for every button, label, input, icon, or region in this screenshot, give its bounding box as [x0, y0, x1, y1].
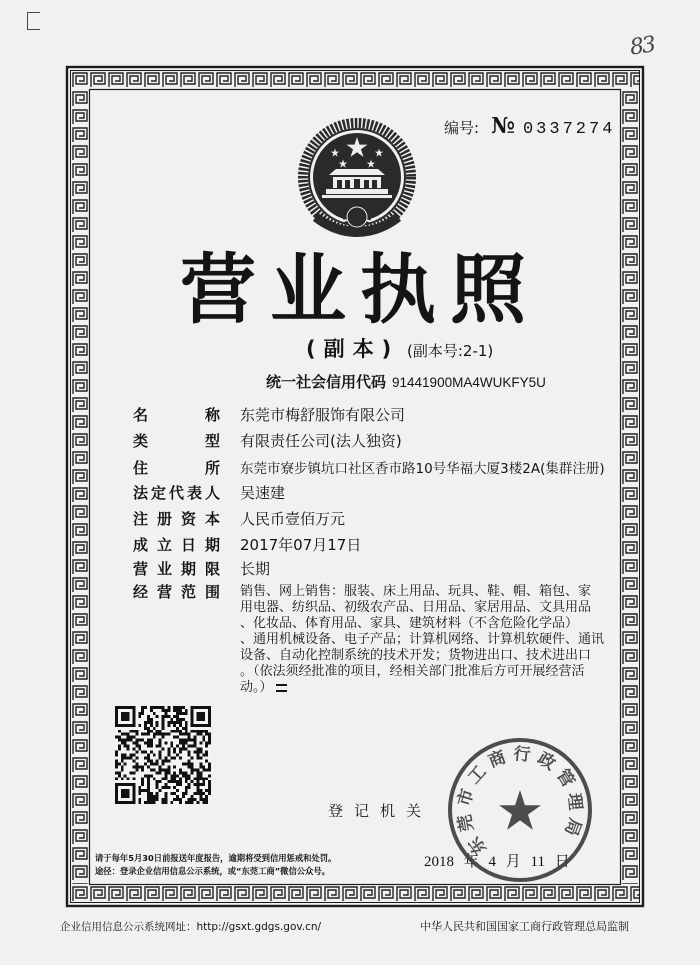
official-seal-icon: [440, 730, 600, 890]
registration-authority-label: 登记机关: [328, 802, 433, 820]
business-scope-line: 设备、自动化控制系统的技术开发；货物进出口、技术进出口: [240, 648, 592, 663]
end-mark: [276, 684, 287, 692]
business-scope: [240, 584, 610, 696]
seal-star: [499, 790, 541, 830]
business-scope-line: 、通用机械设备、电子产品；计算机网络、计算机软硬件、通讯: [240, 632, 605, 647]
numero-sign: №: [491, 113, 515, 139]
issue-date: 2018 年 4 月 11 日: [424, 854, 570, 870]
business-scope-line: 销售、网上销售：服装、床上用品、玩具、鞋、帽、箱包、家: [240, 584, 592, 599]
address-label: 住所: [133, 459, 220, 477]
annual-report-notice: [95, 852, 336, 878]
name-label: 名称: [133, 406, 220, 424]
type-value: 有限责任公司(法人独资): [240, 432, 402, 450]
handwritten-note: 83: [628, 32, 656, 61]
type-label: 类型: [133, 432, 220, 450]
credit-code-value: 91441900MA4WUKFY5U: [392, 375, 546, 390]
business-scope-last-line: [240, 680, 610, 696]
legal-representative-label: 法定代表人: [133, 484, 220, 502]
business-scope-label: 经营范围: [133, 583, 220, 601]
business-scope-line: 、化妆品、体育用品、家具、建筑材料（不含危险化学品）: [240, 616, 579, 631]
address-value: 东莞市寮步镇坑口社区香市路10号华福大厦3楼2A(集群注册): [240, 461, 605, 477]
business-scope-line: 用电器、纺织品、初级农产品、日用品、家居用品、文具用品: [240, 600, 592, 615]
seal-text: 东莞市工商行政管理局: [453, 744, 586, 859]
serial-label: 编号:: [444, 119, 480, 137]
credit-code-label: 统一社会信用代码: [266, 373, 387, 391]
notice-line: 途径：登录企业信用信息公示系统，或“东莞工商”微信公众号。: [95, 866, 330, 876]
business-scope-line: 动。）: [240, 680, 273, 695]
document-title: 营业执照: [180, 245, 540, 334]
name-value: 东莞市梅舒服饰有限公司: [240, 406, 406, 424]
established-date-label: 成立日期: [133, 536, 220, 554]
business-term-label: 营业期限: [133, 560, 220, 578]
qr-code-icon: [115, 706, 211, 804]
credit-code-row: [266, 372, 546, 393]
copy-label: (副本): [306, 337, 400, 361]
registered-capital-label: 注册资本: [133, 510, 220, 528]
footer-website: 企业信用信息公示系统网址：http://gsxt.gdgs.gov.cn/: [60, 921, 322, 933]
emblem-gear: [347, 207, 367, 227]
business-term-value: 长期: [240, 560, 271, 578]
copy-number: (副本号:2-1): [407, 342, 494, 360]
notice-line: 请于每年5月30日前报送年度报告，逾期将受到信用惩戒和处罚。: [95, 853, 337, 863]
serial-number: 0337274: [522, 120, 616, 139]
business-scope-line: 。（依法须经批准的项目，经相关部门批准后方可开展经营活: [240, 664, 585, 679]
serial-number-row: [444, 113, 615, 143]
scan-corner-mark: [27, 12, 40, 30]
legal-representative-value: 吴速建: [240, 484, 286, 502]
registered-capital-value: 人民币壹佰万元: [240, 510, 346, 528]
national-emblem-icon: [296, 117, 418, 241]
footer-issuer: 中华人民共和国国家工商行政管理总局监制: [420, 920, 629, 933]
established-date-value: 2017年07月17日: [240, 536, 362, 554]
